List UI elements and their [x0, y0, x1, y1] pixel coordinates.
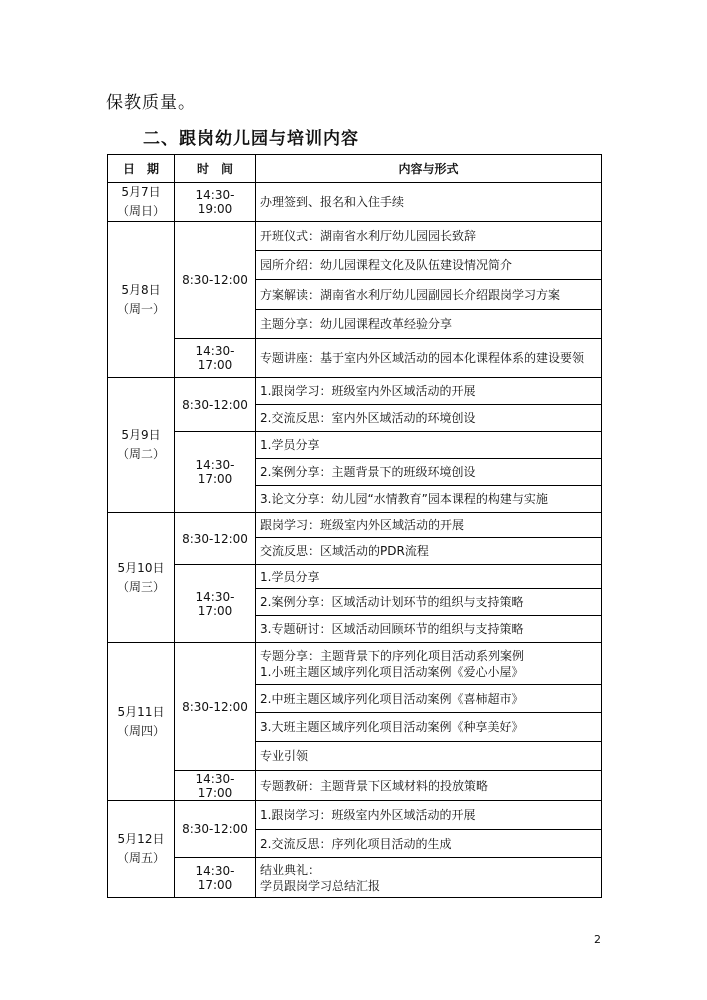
content-cell: 2.案例分享：主题背景下的班级环境创设: [256, 459, 602, 486]
content-cell: 专题教研：主题背景下区域材料的投放策略: [256, 771, 602, 801]
date-label: 5月8日: [121, 282, 161, 297]
date-label: 5月9日: [121, 428, 161, 442]
time-cell: 14:30-17:00: [175, 339, 256, 378]
table-row: [108, 183, 602, 222]
content-cell: 3.论文分享：幼儿园“水情教育”园本课程的构建与实施: [256, 486, 602, 513]
content-cell: 主题分享：幼儿园课程改革经验分享: [256, 310, 602, 339]
date-label: 5月11日: [117, 704, 165, 719]
section-heading: 二、跟岗幼儿园与培训内容: [143, 129, 359, 149]
time-cell: 8:30-12:00: [175, 801, 256, 858]
content-cell: 2.案例分享：区域活动计划环节的组织与支持策略: [256, 589, 602, 616]
content-line: 1.小班主题区域序列化项目活动案例《爱心小屋》: [260, 664, 524, 679]
header-content: 内容与形式: [256, 155, 602, 183]
content-line: 结业典礼：: [260, 862, 321, 877]
content-cell: [256, 643, 602, 685]
content-cell: 2.中班主题区域序列化项目活动案例《喜柿超市》: [256, 685, 602, 713]
content-cell: 1.跟岗学习：班级室内外区域活动的开展: [256, 378, 602, 405]
weekday-label: （周四）: [116, 723, 165, 738]
header-time: 时 间: [175, 155, 256, 183]
lead-text: 保教质量。: [106, 93, 196, 113]
time-cell: 8:30-12:00: [175, 222, 256, 339]
content-cell: 1.学员分享: [256, 565, 602, 589]
weekday-label: （周二）: [116, 447, 165, 461]
content-cell: 专题讲座：基于室内外区域活动的园本化课程体系的建设要领: [256, 339, 602, 378]
content-cell: 1.跟岗学习：班级室内外区域活动的开展: [256, 801, 602, 830]
table-row: [108, 432, 602, 459]
table-row: [108, 771, 602, 801]
header-date: 日 期: [108, 155, 175, 183]
content-cell: 2.交流反思：序列化项目活动的生成: [256, 830, 602, 858]
content-cell: [256, 858, 602, 898]
content-cell: 园所介绍：幼儿园课程文化及队伍建设情况简介: [256, 251, 602, 280]
table-row: [108, 222, 602, 251]
date-label: 5月7日: [121, 185, 161, 199]
content-cell: 方案解读：湖南省水利厅幼儿园副园长介绍跟岗学习方案: [256, 280, 602, 310]
content-cell: 3.专题研讨：区域活动回顾环节的组织与支持策略: [256, 616, 602, 643]
content-cell: 跟岗学习：班级室内外区域活动的开展: [256, 513, 602, 538]
table-row: [108, 801, 602, 830]
table-row: [108, 339, 602, 378]
schedule-table: [107, 154, 602, 898]
time-cell: 8:30-12:00: [175, 643, 256, 771]
date-cell: [108, 643, 175, 801]
content-cell: 交流反思：区域活动的PDR流程: [256, 538, 602, 565]
weekday-label: （周一）: [116, 301, 165, 316]
date-label: 5月10日: [117, 560, 165, 575]
date-cell: [108, 801, 175, 898]
time-cell: 8:30-12:00: [175, 378, 256, 432]
time-cell: 14:30-17:00: [175, 771, 256, 801]
content-line: 学员跟岗学习总结汇报: [260, 878, 381, 893]
table-row: [108, 565, 602, 589]
content-cell: 1.学员分享: [256, 432, 602, 459]
table-row: [108, 513, 602, 538]
table-row: [108, 858, 602, 898]
time-cell: 14:30-17:00: [175, 565, 256, 643]
content-line: 专题分享：主题背景下的序列化项目活动系列案例: [260, 648, 525, 663]
weekday-label: （周日）: [116, 204, 165, 218]
time-cell: 8:30-12:00: [175, 513, 256, 565]
table-row: [108, 643, 602, 685]
content-cell: 开班仪式：湖南省水利厅幼儿园园长致辞: [256, 222, 602, 251]
date-label: 5月12日: [117, 832, 165, 846]
weekday-label: （周五）: [116, 851, 165, 865]
time-cell: 14:30-17:00: [175, 432, 256, 513]
date-cell: [108, 513, 175, 643]
content-cell: 3.大班主题区域序列化项目活动案例《种享美好》: [256, 713, 602, 742]
content-cell: 办理签到、报名和入住手续: [256, 183, 602, 222]
date-cell: [108, 183, 175, 222]
time-cell: 14:30-17:00: [175, 858, 256, 898]
content-cell: 2.交流反思：室内外区域活动的环境创设: [256, 405, 602, 432]
content-cell: 专业引领: [256, 742, 602, 771]
page-number: 2: [594, 933, 601, 946]
date-cell: [108, 222, 175, 378]
time-cell: 14:30-19:00: [175, 183, 256, 222]
table-header-row: [108, 155, 602, 183]
table-row: [108, 378, 602, 405]
weekday-label: （周三）: [116, 579, 165, 594]
date-cell: [108, 378, 175, 513]
